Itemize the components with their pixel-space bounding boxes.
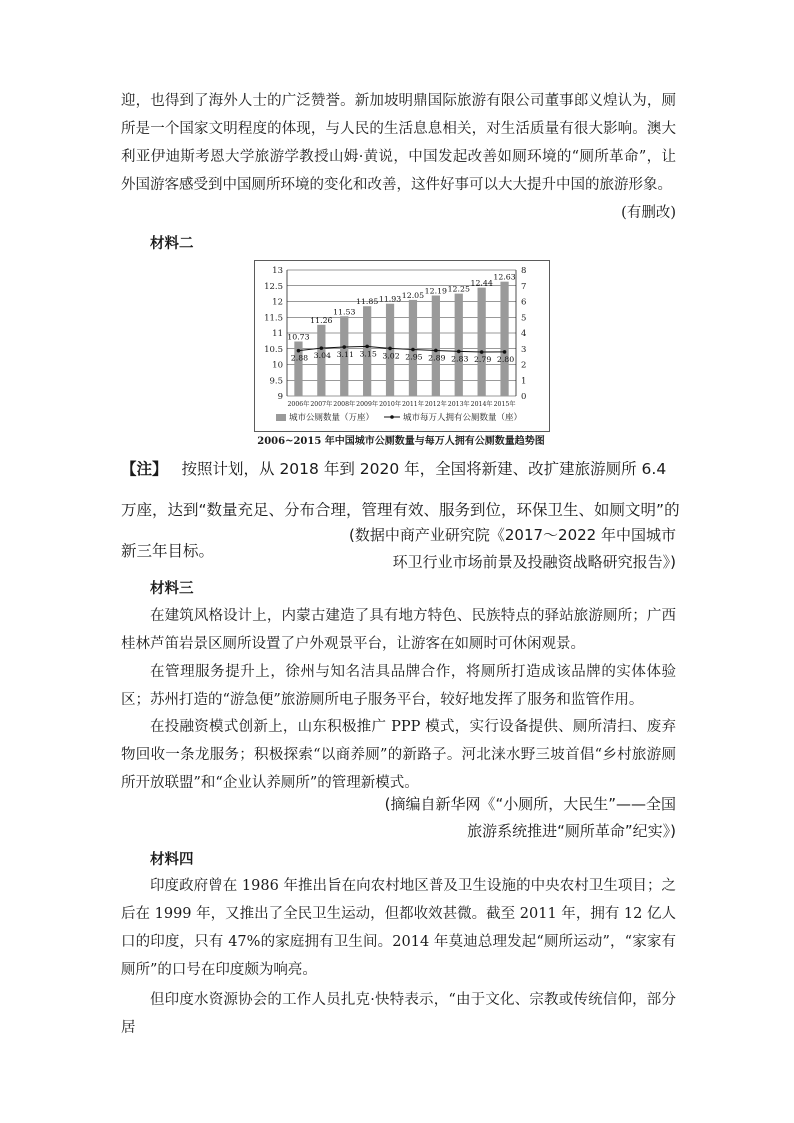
left-tick-label: 10 [272, 360, 283, 371]
category-label: 2009年 [356, 401, 379, 408]
line-point [457, 350, 461, 354]
line-point [342, 345, 346, 349]
legend-bar-label: 城市公厕数量（万座） [289, 413, 375, 423]
bar [432, 296, 440, 396]
right-tick-label: 1 [521, 376, 527, 387]
line-point [297, 349, 301, 353]
right-tick-label: 2 [521, 360, 527, 371]
source-three-line1: (摘编自新华网《“小厕所，大民生”——全国 [384, 795, 676, 813]
line-value-label: 3.04 [313, 351, 332, 361]
left-tick-label: 12.5 [264, 281, 283, 292]
source-two-line1: (数据中商产业研究院《2017～2022 年中国城市 [349, 526, 676, 544]
legend-line-marker [390, 415, 394, 419]
line-point [480, 350, 484, 354]
source-three [256, 791, 676, 845]
left-tick-label: 11.5 [264, 313, 283, 324]
bar [500, 282, 508, 396]
edit-note: (有删改) [621, 205, 676, 221]
right-tick-label: 7 [521, 281, 527, 292]
paragraph-intro: 迎，也得到了海外人士的广泛赞誉。新加坡明鼎国际旅游有限公司董事郎义煌认为，厕所是一个国家文明程度的体现，与人民的生活息息相关，对生活质量有很大影响。澳大利亚伊迪斯考恩大学旅游学教授山姆·黄说，中国发起改善如厕环境的“厕所革命”，让外国游客感受到中国厕所环境的变化和改善，这件好事可以大大提升中国的旅游形象。 [121, 93, 676, 193]
line-value-label: 2.95 [405, 352, 423, 362]
bar-value-label: 10.73 [287, 332, 310, 342]
source-two [256, 522, 676, 576]
chart-caption: 2006~2015 年中国城市公厕数量与每万人拥有公厕数量趋势图 [257, 436, 545, 447]
bar-value-label: 11.26 [310, 315, 333, 325]
bar [317, 325, 325, 396]
line-value-label: 3.15 [359, 349, 377, 359]
bar [455, 294, 463, 396]
line-point [503, 350, 507, 354]
left-tick-label: 9.5 [269, 376, 283, 387]
material-three-heading: 材料三 [150, 580, 194, 597]
category-label: 2014年 [470, 401, 493, 408]
line-point [320, 346, 324, 350]
line-value-label: 2.80 [496, 354, 515, 364]
right-tick-label: 4 [521, 329, 527, 339]
right-tick-label: 8 [521, 266, 527, 276]
line-value-label: 2.88 [290, 353, 309, 363]
note-text: 按照计划，从 2018 年到 2020 年，全国将新建、改扩建旅游厕所 6.4 万座，达到“数量充足、分布合理，管理有效、服务到位，环保卫生、如厕文明”的新三年目标。 [121, 460, 680, 560]
bar-value-label: 11.85 [355, 297, 379, 307]
toilet-trend-chart [254, 260, 550, 432]
line-point [388, 347, 392, 351]
line-value-label: 3.02 [382, 351, 400, 361]
bar-value-label: 11.53 [333, 307, 356, 317]
right-tick-label: 6 [521, 297, 527, 308]
left-tick-label: 13 [272, 266, 283, 276]
category-label: 2013年 [447, 401, 470, 408]
category-label: 2015年 [493, 401, 516, 408]
left-tick-label: 10.5 [264, 344, 283, 355]
category-label: 2012年 [424, 401, 447, 408]
material-two-heading: 材料二 [150, 235, 194, 252]
category-label: 2007年 [310, 401, 333, 408]
material-three-p2: 在管理服务提升上，徐州与知名洁具品牌合作，将厕所打造成该品牌的实体体验区；苏州打造的“游急便”旅游厕所电子服务平台，较好地发挥了服务和监管作用。 [121, 664, 676, 708]
source-three-line2: 旅游系统推进“厕所革命”纪实》) [467, 822, 676, 840]
bar-value-label: 11.93 [378, 294, 402, 304]
right-tick-label: 0 [521, 392, 527, 402]
material-four-p2: 但印度水资源协会的工作人员扎克·快特表示，“由于文化、宗教或传统信仰，部分居 [121, 992, 676, 1036]
line-value-label: 2.79 [473, 355, 492, 365]
right-tick-label: 3 [521, 344, 527, 355]
line-value-label: 3.11 [336, 350, 354, 360]
left-tick-label: 9 [277, 392, 283, 402]
legend-bar-swatch [276, 414, 286, 421]
line-value-label: 2.89 [428, 353, 446, 363]
line-value-label: 2.83 [451, 354, 469, 364]
material-four-heading: 材料四 [150, 851, 194, 868]
bar-value-label: 12.63 [493, 272, 516, 282]
bar-value-label: 12.25 [447, 284, 470, 294]
legend-line-label: 城市每万人拥有公厕数量（座） [403, 413, 523, 423]
note-tag: 【注】 [121, 460, 168, 478]
category-label: 2011年 [401, 401, 424, 408]
left-tick-label: 12 [272, 297, 283, 308]
right-tick-label: 5 [521, 313, 527, 324]
material-three-p3: 在投融资模式创新上，山东积极推广 PPP 模式，实行设备提供、厕所清扫、废弃物回收一条龙服务；积极探索“以商养厕”的新路子。河北涞水野三坡首倡“乡村旅游厕所开放联盟”和“企业认养厕所”的管理新模式。 [121, 719, 676, 791]
bar-value-label: 12.19 [424, 286, 448, 296]
source-two-line2: 环卫行业市场前景及投融资战略研究报告》) [392, 553, 676, 571]
category-label: 2006年 [287, 401, 310, 408]
line-point [434, 349, 438, 353]
bar-value-label: 12.05 [401, 290, 425, 300]
category-label: 2010年 [379, 401, 402, 408]
material-three-p1: 在建筑风格设计上，内蒙古建造了具有地方特色、民族特点的驿站旅游厕所；广西桂林芦笛岩景区厕所设置了户外观景平台，让游客在如厕时可休闲观景。 [121, 608, 676, 652]
category-label: 2008年 [333, 401, 356, 408]
left-tick-label: 11 [272, 329, 283, 339]
line-point [365, 345, 369, 349]
bar-value-label: 12.44 [470, 278, 493, 288]
line-point [411, 348, 415, 352]
material-four-p1: 印度政府曾在 1986 年推出旨在向农村地区普及卫生设施的中央农村卫生项目；之后在 1999 年，又推出了全民卫生运动，但都收效甚微。截至 2011 年，拥有 12 亿人口的印度，只有 47%的家庭拥有卫生间。2014 年莫迪总理发起“厕所运动”，“家家有厕所”的口号在印度颇为响亮。 [121, 878, 676, 978]
bar [478, 288, 486, 396]
